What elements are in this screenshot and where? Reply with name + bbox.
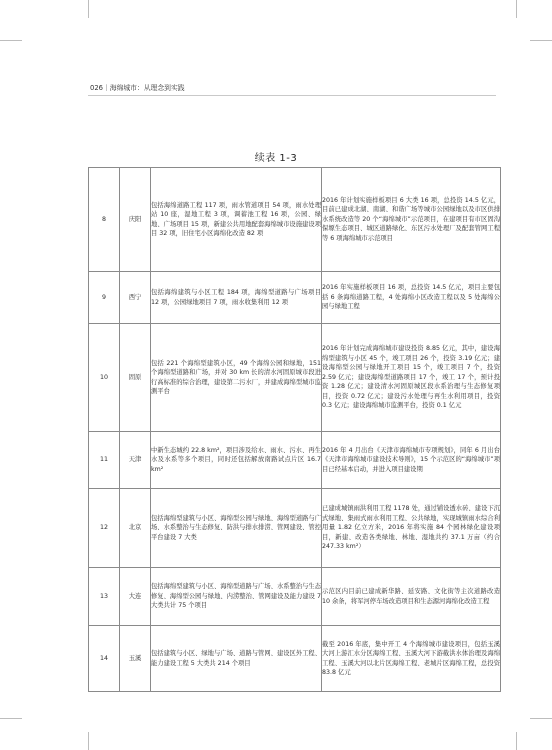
project-content: 包括海绵道路工程 117 项，雨水管道项目 54 项，雨水处理站 10 座，湿地工程 3 项，调蓄池工程 16 项，公园、绿地、广场项目 15 项，新建公共用地配套海绵城市设施建设项目 32 项，旧住宅小区海绵化改造 82 项 xyxy=(151,168,322,272)
table-row xyxy=(89,272,501,324)
project-progress: 已建成城镇雨洪利用工程 1178 处，通过铺设透水砖、建设下沉式绿地、集雨式雨水利用工程、公共绿地，实现城镇雨水综合利用量 1.82 亿立方米，2016 年将实施 84 个园林绿化建设项目，新建、改造各类绿地、林地、湿地共约 37.1 万亩（约合 247.33 km²） xyxy=(322,489,501,568)
table-row xyxy=(89,324,501,432)
running-header: 026｜海绵城市：从理念到实践 xyxy=(90,84,185,92)
row-number: 8 xyxy=(89,168,120,272)
table-row xyxy=(89,489,501,568)
project-progress: 2016 年计划完成海绵城市建设投资 8.85 亿元，其中，建设海绵型建筑与小区 45 个，竣工项目 26 个，投资 3.19 亿元；建设海绵型公园与绿地开工项目 15 个，竣工项目 7 个，投资 2.59 亿元；建设海绵型道路项目 17 个，竣工 17 个，预计投资 1.28 亿元；建设清水河固原城区段水系治理与生态修复项目，投资 0.72 亿元；建设污水处理与再生水利用项目，投资 0.3 亿元；建设海绵城市监测平台，投资 0.1 亿元 xyxy=(322,324,501,432)
city-name: 玉溪 xyxy=(120,626,151,692)
project-progress: 示范区内目前已建成新华路、延安路、文化街等主次道路改造 10 余条，将军河停车场改造项目和生态源河海绵化改造工程 xyxy=(322,568,501,626)
project-progress: 2016 年 4 月出台《天津市海绵城市专项规划》，同年 6 月出台《天津市海绵城市建设技术导则》，15 个示范区的“海绵城市”项目已经基本启动，并进入项目建设期 xyxy=(322,432,501,489)
crop-mark-top-left xyxy=(88,0,89,18)
city-name: 庆阳 xyxy=(120,168,151,272)
crop-mark-top-right xyxy=(516,0,517,18)
city-name: 天津 xyxy=(120,432,151,489)
city-name: 大连 xyxy=(120,568,151,626)
project-table xyxy=(88,167,501,692)
row-number: 11 xyxy=(89,432,120,489)
table-row xyxy=(89,626,501,692)
project-progress: 2016 年计划实施样板项目 6 大类 16 项，总投资 14.5 亿元，目前已建成北湖、南湖、和谐广场等城市公园绿地以及市区供排水系统改造等 20 个“海绵城市”示范项目，在建项目有市区固沟保塬生态项目、城区道路绿化、东区污水处理厂及配套管网工程等 6 项海绵城市示范项目 xyxy=(322,168,501,272)
project-progress: 2016 年实施样板项目 16 项，总投资 14.5 亿元，项目主要包括 6 条海绵道路工程，4 处海绵小区改造工程以及 5 处海绵公园与绿地工程 xyxy=(322,272,501,324)
row-number: 10 xyxy=(89,324,120,432)
project-content: 包括 221 个海绵型建筑小区，49 个海绵公园和绿地，151 个海绵型道路和广场，并对 30 km 长的清水河固原城市段进行高标准的综合治理，建设第二污水厂，并建成海绵型城市监测平台 xyxy=(151,324,322,432)
project-progress: 截至 2016 年底，集中开工 4 个海绵城市建设项目，包括玉溪大河上游汇水分区海绵工程、玉溪大河下游截洪水体治理及海绵工程、玉溪大河以北片区海绵工程、老城片区海绵工程，总投资 83.8 亿元 xyxy=(322,626,501,692)
row-number: 12 xyxy=(89,489,120,568)
table-row xyxy=(89,168,501,272)
table-row xyxy=(89,568,501,626)
crop-mark-top-left-h xyxy=(0,40,22,41)
crop-mark-bottom-left-h xyxy=(0,718,22,719)
city-name: 固原 xyxy=(120,324,151,432)
row-number: 9 xyxy=(89,272,120,324)
project-content: 包括海绵型建筑与小区、海绵型公园与绿地、海绵型道路与广场、水系整治与生态修复、防洪与排水排涝、管网建设、管控平台建设 7 大类 xyxy=(151,489,322,568)
crop-mark-bottom-right-h xyxy=(530,718,552,719)
table-row xyxy=(89,432,501,489)
table-caption: 续表 1-3 xyxy=(254,153,298,164)
crop-mark-bottom-left xyxy=(88,732,89,750)
crop-mark-bottom-right xyxy=(516,732,517,750)
project-content: 包括海绵建筑与小区工程 184 项，海绵型道路与广场项目 12 项，公园绿地项目 7 项，雨水收集利用 12 项 xyxy=(151,272,322,324)
project-content: 中新生态城约 22.8 km²，项目涉及给水、雨水、污水、再生水及水系等多个项目，同时还包括解放南路试点片区 16.7 km² xyxy=(151,432,322,489)
crop-mark-top-right-h xyxy=(530,40,552,41)
city-name: 北京 xyxy=(120,489,151,568)
city-name: 西宁 xyxy=(120,272,151,324)
project-content: 包括海绵型建筑与小区、海绵型道路与广场、水系整治与生态修复、海绵型公园与绿地、内涝整治、管网建设及能力建设 7 大类共计 75 个项目 xyxy=(151,568,322,626)
project-content: 包括建筑与小区、绿地与广场、道路与管网、建设区外工程、能力建设工程 5 大类共 214 个项目 xyxy=(151,626,322,692)
row-number: 13 xyxy=(89,568,120,626)
row-number: 14 xyxy=(89,626,120,692)
header-rule xyxy=(88,95,496,96)
